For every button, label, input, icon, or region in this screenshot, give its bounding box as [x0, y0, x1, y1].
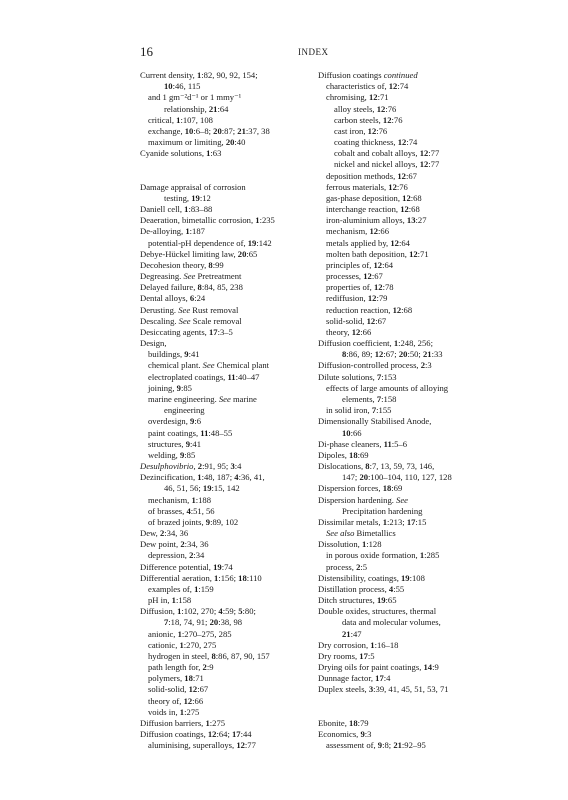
- index-entry: Dissimilar metals, 1:213; 17:15: [318, 516, 427, 527]
- index-entry: principles of, 12:64: [326, 259, 394, 270]
- index-entry: Differential aeration, 1:156; 18:110: [140, 572, 262, 583]
- index-entry: Degreasing. See Pretreatment: [140, 271, 242, 282]
- index-entry: Diffusion-controlled process, 2:3: [318, 360, 432, 371]
- index-entry: Deaeration, bimetallic corrosion, 1:235: [140, 215, 275, 226]
- blank-line: [140, 171, 336, 182]
- index-entry: testing, 19:12: [164, 192, 211, 203]
- index-entry: 10:46, 115: [164, 81, 201, 92]
- index-entry: pH in, 1:158: [148, 595, 192, 606]
- index-entry: examples of, 1:159: [148, 583, 214, 594]
- index-entry: in solid iron, 7:155: [326, 405, 392, 416]
- index-entry: molten bath deposition, 12:71: [326, 248, 429, 259]
- index-entry: relationship, 21:64: [164, 103, 229, 114]
- index-entry: 8:86, 89; 12:67; 20:50; 21:33: [342, 349, 443, 360]
- index-entry: Dezincification, 1:48, 187; 4:36, 41,: [140, 472, 265, 483]
- index-entry: hydrogen in steel, 8:86, 87, 90, 157: [148, 650, 270, 661]
- index-entry: structures, 9:41: [148, 438, 201, 449]
- running-head: INDEX: [298, 47, 329, 57]
- index-entry: Diffusion coatings continued: [318, 70, 418, 80]
- blank-line: [318, 707, 514, 718]
- index-entry: polymers, 18:71: [148, 673, 204, 684]
- index-entry: cobalt and cobalt alloys, 12:77: [334, 148, 440, 159]
- index-entry: path length for, 2:9: [148, 662, 214, 673]
- index-entry: deposition methods, 12:67: [326, 170, 417, 181]
- index-entry: Dispersion forces, 18:69: [318, 483, 403, 494]
- index-entry: processes, 12:67: [326, 271, 383, 282]
- index-entry: chromising, 12:71: [326, 92, 389, 103]
- index-entry: carbon steels, 12:76: [334, 114, 403, 125]
- index-entry: Distillation process, 4:55: [318, 583, 405, 594]
- index-entry: Drying oils for paint coatings, 14:9: [318, 662, 439, 673]
- index-entry: Ditch structures, 19:65: [318, 595, 397, 606]
- index-entry: properties of, 12:78: [326, 282, 394, 293]
- index-entry: characteristics of, 12:74: [326, 81, 409, 92]
- index-entry: Economics, 9:3: [318, 729, 372, 740]
- index-entry: 7:18, 74, 91; 20:38, 98: [164, 617, 243, 628]
- index-entry: Delayed failure, 8:84, 85, 238: [140, 282, 243, 293]
- index-entry: Diffusion coefficient, 1:248, 256;: [318, 338, 433, 349]
- index-entry: Dental alloys, 6:24: [140, 293, 206, 304]
- index-entry: Desulphovibrio, 2:91, 95; 3:4: [140, 461, 242, 472]
- index-column-left: [140, 70, 336, 751]
- index-entry: Difference potential, 19:74: [140, 561, 233, 572]
- index-entry: Damage appraisal of corrosion: [140, 181, 246, 192]
- index-entry: Dew, 2:34, 36: [140, 528, 189, 539]
- index-entry: joining, 9:85: [148, 382, 192, 393]
- index-entry: rediffusion, 12:79: [326, 293, 388, 304]
- index-entry: solid-solid, 12:67: [326, 315, 387, 326]
- index-entry: elements, 7:158: [342, 393, 397, 404]
- index-entry: Dissolution, 1:128: [318, 539, 382, 550]
- index-entry: and 1 gm⁻²d⁻¹ or 1 mmy⁻¹: [148, 92, 242, 103]
- index-entry: data and molecular volumes,: [342, 617, 441, 628]
- index-entry: Dew point, 2:34, 36: [140, 539, 209, 550]
- index-entry: Dimensionally Stabilised Anode,: [318, 416, 432, 427]
- index-entry: reduction reaction, 12:68: [326, 304, 413, 315]
- index-entry: Dry corrosion, 1:16–18: [318, 639, 399, 650]
- index-entry: buildings, 9:41: [148, 349, 200, 360]
- index-entry: coating thickness, 12:74: [334, 137, 418, 148]
- index-entry: Descaling. See Scale removal: [140, 315, 242, 326]
- index-entry: exchange, 10:6–8; 20:87; 21:37, 38: [148, 125, 270, 136]
- index-entry: Cyanide solutions, 1:63: [140, 148, 222, 159]
- index-entry: Decohesion theory, 8:99: [140, 259, 224, 270]
- index-entry: cast iron, 12:76: [334, 125, 388, 136]
- blank-line: [140, 159, 336, 170]
- index-entry: Double oxides, structures, thermal: [318, 606, 437, 617]
- index-entry: Duplex steels, 3:39, 41, 45, 51, 53, 71: [318, 684, 449, 695]
- index-entry: Dunnage factor, 17:4: [318, 673, 391, 684]
- index-entry: anionic, 1:270–275, 285: [148, 628, 232, 639]
- index-entry: solid-solid, 12:67: [148, 684, 209, 695]
- index-entry: paint coatings, 11:48–55: [148, 427, 233, 438]
- index-entry: Dipoles, 18:69: [318, 449, 369, 460]
- index-entry: 10:66: [342, 427, 362, 438]
- index-entry: Daniell cell, 1:83–88: [140, 204, 213, 215]
- index-entry: critical, 1:107, 108: [148, 114, 213, 125]
- index-entry: iron-aluminium alloys, 13:27: [326, 215, 427, 226]
- index-entry: Ebonite, 18:79: [318, 717, 369, 728]
- index-entry: Current density, 1:82, 90, 92, 154;: [140, 70, 258, 80]
- index-entry: mechanism, 12:66: [326, 226, 390, 237]
- index-entry: De-alloying, 1:187: [140, 226, 205, 237]
- index-entry: 21:47: [342, 628, 362, 639]
- index-entry: Distensibility, coatings, 19:108: [318, 572, 425, 583]
- index-entry: welding, 9:85: [148, 449, 196, 460]
- index-entry: chemical plant. See Chemical plant: [148, 360, 270, 371]
- index-entry: Derusting. See Rust removal: [140, 304, 239, 315]
- index-entry: theory of, 12:66: [148, 695, 204, 706]
- index-entry: assessment of, 9:8; 21:92–95: [326, 740, 426, 751]
- index-entry: Diffusion, 1:102, 270; 4:59; 5:80;: [140, 606, 256, 617]
- index-entry: depression, 2:34: [148, 550, 205, 561]
- index-entry: gas-phase deposition, 12:68: [326, 192, 422, 203]
- page-number: 16: [140, 44, 153, 59]
- index-entry: 147; 20:100–104, 110, 127, 128: [342, 472, 452, 483]
- index-entry: alloy steels, 12:76: [334, 103, 397, 114]
- index-entry: 46, 51, 56; 19:15, 142: [164, 483, 240, 494]
- index-entry: Dispersion hardening. See: [318, 494, 408, 505]
- index-entry: Di-phase cleaners, 11:5–6: [318, 438, 408, 449]
- index-entry: nickel and nickel alloys, 12:77: [334, 159, 440, 170]
- index-entry: Diffusion barriers, 1:275: [140, 717, 226, 728]
- index-entry: Design,: [140, 338, 167, 349]
- index-entry: See also Bimetallics: [326, 528, 396, 539]
- index-entry: Precipitation hardening: [342, 505, 423, 516]
- index-entry: mechanism, 1:188: [148, 494, 212, 505]
- index-column-right: [318, 70, 514, 751]
- index-entry: ferrous materials, 12:76: [326, 181, 408, 192]
- index-entry: electroplated coatings, 11:40–47: [148, 371, 260, 382]
- index-entry: Dilute solutions, 7:153: [318, 371, 397, 382]
- index-entry: Diffusion coatings, 12:64; 17:44: [140, 729, 252, 740]
- index-entry: of brasses, 4:51, 56: [148, 505, 215, 516]
- index-entry: cationic, 1:270, 275: [148, 639, 217, 650]
- index-entry: metals applied by, 12:64: [326, 237, 410, 248]
- index-entry: voids in, 1:275: [148, 706, 200, 717]
- index-entry: aluminising, superalloys, 12:77: [148, 740, 256, 751]
- index-entry: maximum or limiting, 20:40: [148, 137, 246, 148]
- blank-line: [318, 696, 514, 707]
- index-entry: process, 2:5: [326, 561, 368, 572]
- index-entry: overdesign, 9:6: [148, 416, 201, 427]
- index-entry: of brazed joints, 9:89, 102: [148, 516, 239, 527]
- index-entry: Dislocations, 8:7, 13, 59, 73, 146,: [318, 461, 435, 472]
- index-entry: engineering: [164, 405, 205, 416]
- index-entry: Desiccating agents, 17:3–5: [140, 326, 233, 337]
- index-entry: in porous oxide formation, 1:285: [326, 550, 440, 561]
- index-entry: potential-pH dependence of, 19:142: [148, 237, 272, 248]
- index-entry: effects of large amounts of alloying: [326, 382, 449, 393]
- index-entry: Debye-Hückel limiting law, 20:65: [140, 248, 258, 259]
- index-entry: theory, 12:66: [326, 326, 372, 337]
- index-entry: Dry rooms, 17:5: [318, 650, 375, 661]
- index-entry: interchange reaction, 12:68: [326, 204, 420, 215]
- index-entry: marine engineering. See marine: [148, 393, 257, 404]
